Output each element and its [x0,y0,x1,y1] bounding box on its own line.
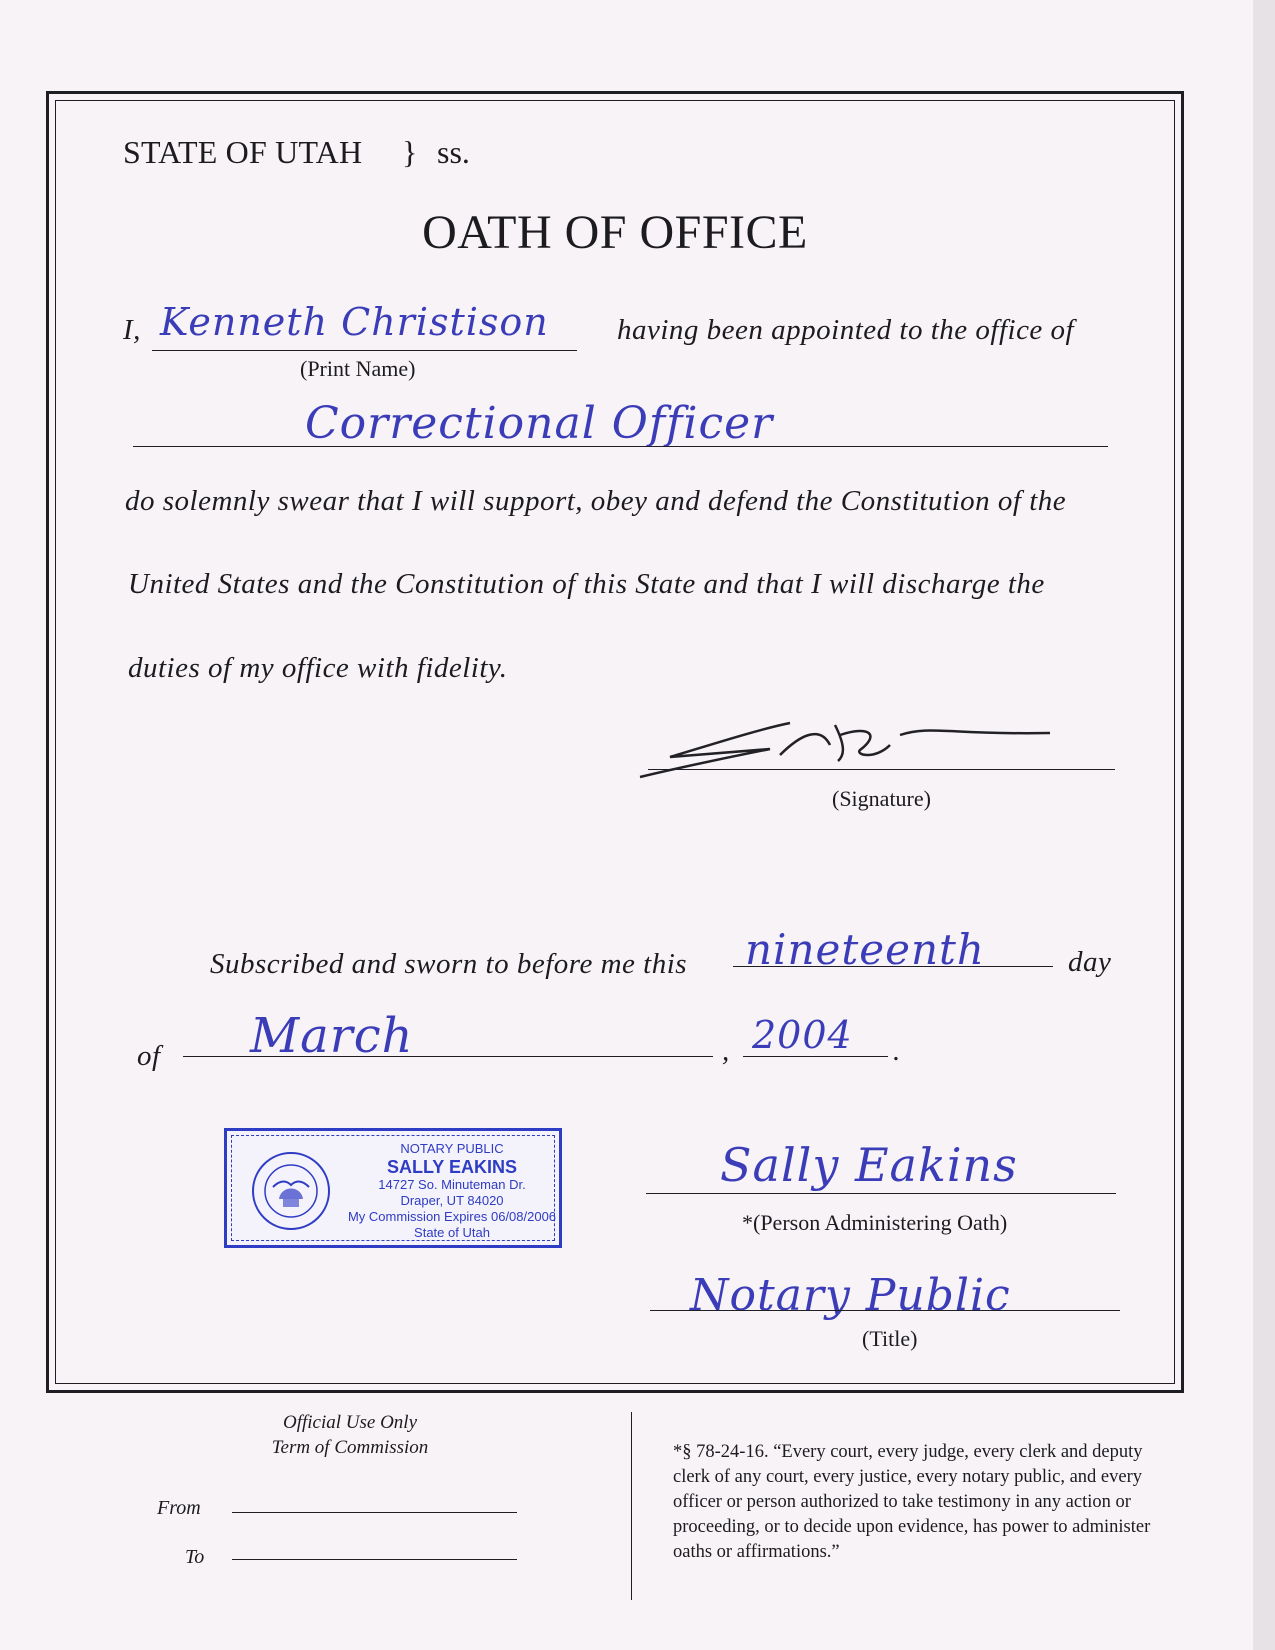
handwritten-office: Correctional Officer [305,398,774,449]
oath-line-2: United States and the Constitution of this State and that I will discharge the [128,568,1045,600]
handwritten-name: Kenneth Christison [160,300,549,344]
notary-stamp [224,1128,562,1248]
signature-label: (Signature) [832,786,931,811]
signature-line [648,769,1115,770]
stamp-commission: My Commission Expires 06/08/2006 [347,1209,557,1224]
print-name-line [152,350,577,351]
title-line [650,1310,1120,1311]
from-line [232,1512,517,1513]
stamp-address-1: 14727 So. Minuteman Dr. [378,1177,526,1192]
to-label: To [185,1546,205,1568]
day-line [733,966,1053,967]
statute-footnote: *§ 78-24-16. “Every court, every judge, every clerk and deputy clerk of any court, every justice, every notary public, and every officer or person authorized to take testimony in any action or proceeding, or to decide upon evidence, has power to administer oaths or affirmations.” [673,1442,1151,1562]
handwritten-title: Notary Public [690,1270,1011,1321]
state-seal-icon [251,1151,331,1231]
handwritten-year: 2004 [752,1013,853,1057]
from-label: From [157,1497,201,1519]
stamp-address-2: Draper, UT 84020 [400,1193,504,1208]
office-line [133,446,1108,447]
subscribed-text: Subscribed and sworn to before me this [210,948,688,980]
document-title: OATH OF OFFICE [422,206,808,259]
oath-prefix: I, [123,314,141,346]
of-word: of [137,1040,161,1072]
state-heading: STATE OF UTAH [123,134,363,170]
day-word: day [1068,946,1112,978]
stamp-text-block [347,1141,557,1241]
state-brace: } [402,134,418,170]
period: . [893,1035,901,1067]
handwritten-month: March [250,1008,414,1064]
term-of-commission-heading: Term of Commission [271,1437,429,1458]
year-line [743,1056,888,1057]
administrator-label: *(Person Administering Oath) [742,1210,1008,1235]
footer-divider [631,1412,632,1600]
to-line [232,1559,517,1560]
title-label: (Title) [862,1326,918,1351]
officer-signature [630,705,1080,785]
official-use-heading: Official Use Only [282,1412,418,1433]
ss-abbreviation: ss. [437,134,470,170]
stamp-notary-name: SALLY EAKINS [386,1157,518,1177]
month-line [183,1056,713,1057]
stamp-notary-public: NOTARY PUBLIC [400,1141,504,1156]
administrator-signature-line [646,1193,1116,1194]
print-name-label: (Print Name) [300,356,416,381]
stamp-state: State of Utah [414,1225,490,1240]
oath-line-3: duties of my office with fidelity. [128,652,508,684]
handwritten-administrator-signature: Sally Eakins [720,1138,1018,1192]
handwritten-day: nineteenth [745,925,985,974]
comma: , [722,1035,730,1067]
page-edge [1253,0,1275,1650]
appointed-text: having been appointed to the office of [617,314,1075,346]
oath-line-1: do solemnly swear that I will support, obey and defend the Constitution of the [125,485,1067,517]
